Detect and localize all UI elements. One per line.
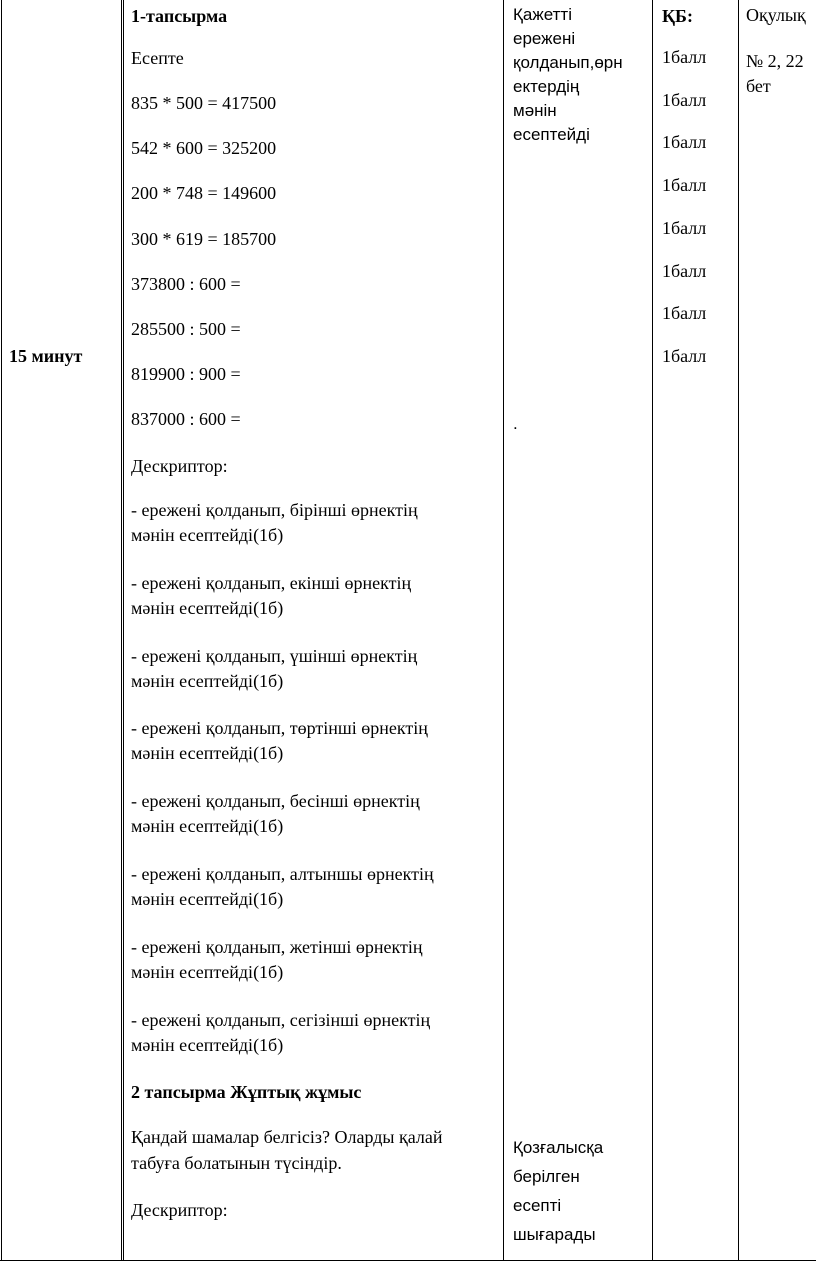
descriptor-line: - ережені қолданып, алтыншы өрнектің xyxy=(131,864,434,884)
descriptor-line: мәнін есептейді(1б) xyxy=(131,525,284,545)
result-line: Қажетті xyxy=(513,5,572,24)
expression-line: 373800 : 600 = xyxy=(131,274,241,294)
task2-title: 2 тапсырма Жұптық жұмыс xyxy=(131,1082,362,1102)
task1-intro: Есепте xyxy=(131,48,184,68)
resource-number-page: № 2, 22 xyxy=(746,51,804,71)
descriptor-line: - ережені қолданып, жетінші өрнектің xyxy=(131,937,423,957)
descriptor-line: - ережені қолданып, төртінші өрнектің xyxy=(131,718,428,738)
table-border-bottom xyxy=(0,1260,816,1261)
column-divider-1b xyxy=(123,0,124,1261)
expression-line: 300 * 619 = 185700 xyxy=(131,229,277,249)
expected-result-cell-2 xyxy=(513,1133,648,1249)
result-line: есепті xyxy=(513,1196,562,1215)
descriptor-line: - ережені қолданып, сегізінші өрнектің xyxy=(131,1010,431,1030)
result-line: мәнін xyxy=(513,101,557,120)
expected-result-cell xyxy=(513,3,648,147)
expression-line: 819900 : 900 = xyxy=(131,364,241,384)
assessment-header: ҚБ: xyxy=(662,6,693,26)
result-line: ектердің xyxy=(513,77,580,96)
result-line: қолданып,өрн xyxy=(513,53,623,72)
task1-title: 1-тапсырма xyxy=(131,6,228,26)
time-cell: 15 минут xyxy=(9,346,83,366)
assessment-point: 1балл xyxy=(662,175,707,195)
descriptor-line: мәнін есептейді(1б) xyxy=(131,671,284,691)
column-divider-2 xyxy=(503,0,504,1261)
task2-descriptor-label: Дескриптор: xyxy=(131,1200,228,1220)
task1-descriptor-label: Дескриптор: xyxy=(131,456,228,476)
descriptor-line: мәнін есептейді(1б) xyxy=(131,1035,284,1055)
result-line: берілген xyxy=(513,1167,580,1186)
resource-page-word: бет xyxy=(746,76,771,96)
descriptor-line: мәнін есептейді(1б) xyxy=(131,743,284,763)
task2-question-line: Қандай шамалар белгісіз? Оларды қалай xyxy=(131,1127,443,1147)
assessment-point: 1балл xyxy=(662,47,707,67)
descriptor-line: мәнін есептейді(1б) xyxy=(131,816,284,836)
descriptor-line: - ережені қолданып, екінші өрнектің xyxy=(131,573,412,593)
result-dot: . xyxy=(513,414,518,433)
result-line: Қозғалысқа xyxy=(513,1138,604,1157)
assessment-point: 1балл xyxy=(662,346,707,366)
assessment-point: 1балл xyxy=(662,90,707,110)
descriptor-line: мәнін есептейді(1б) xyxy=(131,889,284,909)
result-line: шығарады xyxy=(513,1225,596,1244)
column-divider-3 xyxy=(652,0,653,1261)
descriptor-line: - ережені қолданып, бесінші өрнектің xyxy=(131,791,420,811)
assessment-point: 1балл xyxy=(662,132,707,152)
assessment-point: 1балл xyxy=(662,261,707,281)
assessment-point: 1балл xyxy=(662,218,707,238)
descriptor-line: мәнін есептейді(1б) xyxy=(131,962,284,982)
expression-line: 837000 : 600 = xyxy=(131,409,241,429)
descriptor-line: - ережені қолданып, үшінші өрнектің xyxy=(131,646,418,666)
expression-line: 285500 : 500 = xyxy=(131,319,241,339)
column-divider-4 xyxy=(738,0,739,1261)
expression-line: 835 * 500 = 417500 xyxy=(131,93,277,113)
result-line: ережені xyxy=(513,29,576,48)
column-divider-1 xyxy=(121,0,122,1261)
expression-line: 542 * 600 = 325200 xyxy=(131,138,277,158)
assessment-point: 1балл xyxy=(662,303,707,323)
expression-line: 200 * 748 = 149600 xyxy=(131,183,277,203)
task2-question-line: табуға болатынын түсіндір. xyxy=(131,1153,342,1173)
result-line: есептейді xyxy=(513,125,590,144)
descriptor-line: мәнін есептейді(1б) xyxy=(131,598,284,618)
descriptor-line: - ережені қолданып, бірінші өрнектің xyxy=(131,500,418,520)
table-border-left xyxy=(1,0,2,1261)
resource-textbook: Оқулық xyxy=(746,5,806,25)
